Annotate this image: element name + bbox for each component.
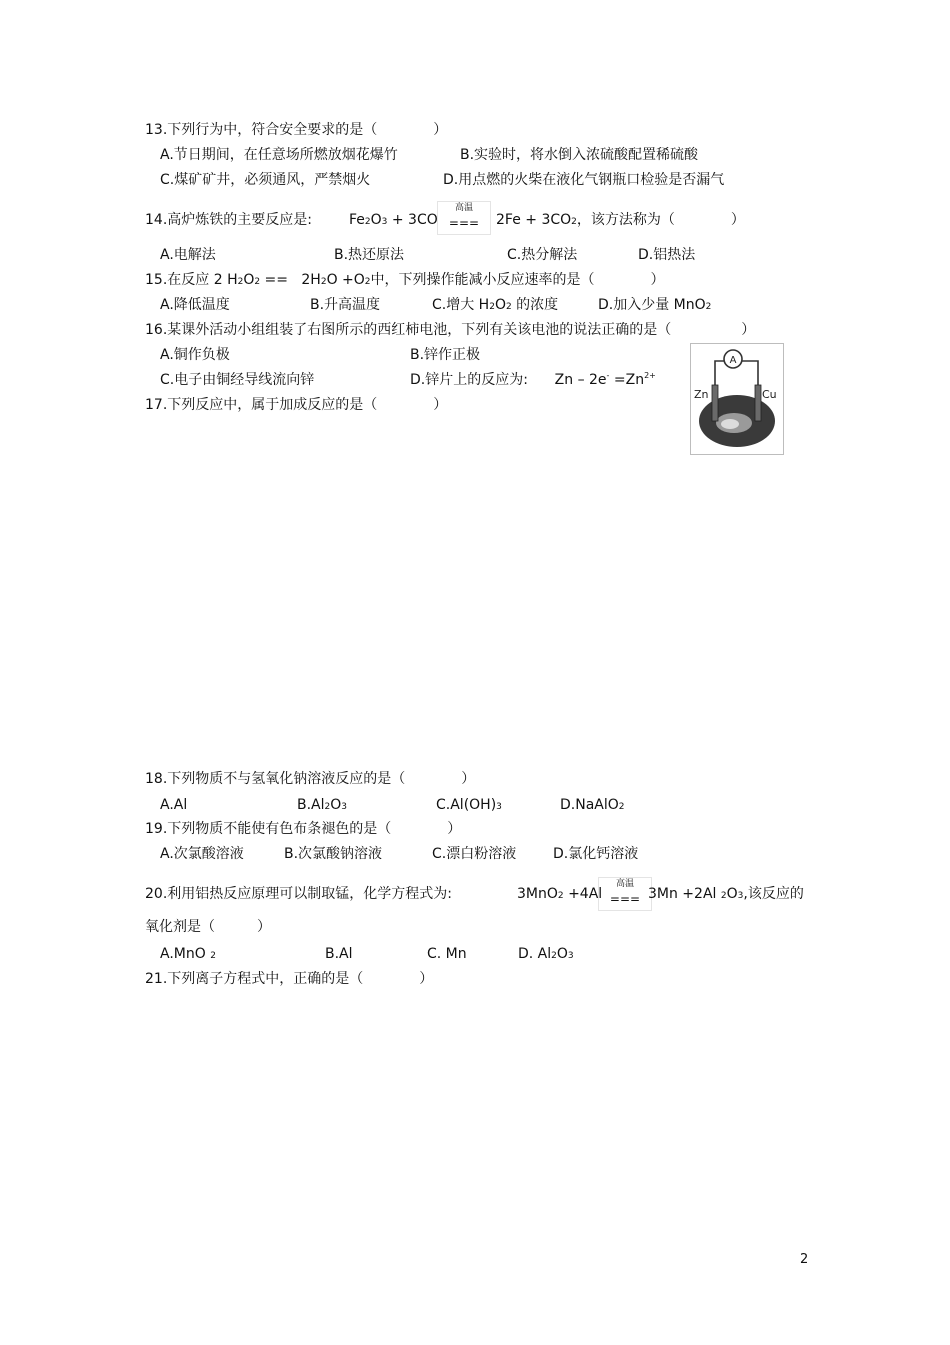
q19-option-b: B.次氯酸钠溶液 — [284, 846, 383, 862]
q18-option-a: A.Al — [160, 797, 188, 813]
q15-stem: 15.在反应 2 H2O2 == 2H2O +O2中，下列操作能减小反应速率的是（ ） — [145, 272, 665, 288]
q18-option-d: D.NaAlO2 — [560, 797, 625, 813]
q20-equals-sign: === — [609, 892, 641, 906]
zinc-label: Zn — [694, 388, 709, 401]
q19-option-d: D.氯化钙溶液 — [553, 846, 639, 862]
q13-stem: 13.下列行为中，符合安全要求的是（ ） — [145, 122, 448, 138]
q19-option-c: C.漂白粉溶液 — [432, 846, 517, 862]
q20-option-d: D. Al2O3 — [518, 946, 574, 962]
q14-condition-box — [437, 201, 491, 235]
q20-condition-label: 高温 — [615, 879, 634, 889]
q14-option-a: A.电解法 — [160, 247, 216, 263]
q16-option-c: C.电子由铜经导线流向锌 — [160, 372, 315, 388]
q21-stem: 21.下列离子方程式中，正确的是（ ） — [145, 971, 434, 987]
q20-reactants: 3MnO2 +4Al — [517, 886, 603, 902]
q20-option-c: C. Mn — [427, 946, 467, 962]
q18-option-b: B.Al2O3 — [297, 797, 348, 813]
q17-stem: 17.下列反应中，属于加成反应的是（ ） — [145, 397, 448, 413]
q15-option-b: B.升高温度 — [310, 297, 381, 313]
svg-text:A: A — [729, 355, 737, 366]
q20-option-b: B.Al — [325, 946, 353, 962]
q13-option-a: A.节日期间，在任意场所燃放烟花爆竹 — [160, 147, 398, 163]
q14-option-b: B.热还原法 — [334, 247, 405, 263]
q14-products: 2Fe + 3CO2，该方法称为（ ） — [496, 212, 745, 228]
q20-option-a: A.MnO 2 — [160, 946, 216, 962]
page-number: 2 — [800, 1252, 809, 1267]
q13-option-d: D.用点燃的火柴在液化气钢瓶口检验是否漏气 — [443, 172, 725, 188]
q20-stem-line2: 氧化剂是（ ） — [145, 919, 271, 935]
q14-option-d: D.铝热法 — [638, 247, 696, 263]
q20-condition-box — [598, 877, 652, 911]
q14-option-c: C.热分解法 — [507, 247, 578, 263]
q14-condition-label: 高温 — [454, 203, 473, 213]
tomato-battery-figure — [690, 343, 786, 455]
q16-option-b: B.锌作正极 — [410, 347, 481, 363]
q20-stem: 20.利用铝热反应原理可以制取锰，化学方程式为: — [145, 886, 452, 902]
q19-option-a: A.次氯酸溶液 — [160, 846, 244, 862]
q14-stem: 14.高炉炼铁的主要反应是: — [145, 212, 312, 228]
q14-equals-sign: === — [448, 216, 480, 230]
q16-option-d: D.锌片上的反应为: $Zn - 2e^- =Zn^{2+}$ — [410, 371, 656, 388]
q13-option-b: B.实验时，将水倒入浓硫酸配置稀硫酸 — [460, 147, 699, 163]
q15-option-c: C.增大 H2O2 的浓度 — [432, 297, 559, 313]
q14-reactants: Fe2O3 + 3CO — [349, 212, 438, 228]
q18-stem: 18.下列物质不与氢氧化钠溶液反应的是（ ） — [145, 771, 476, 787]
q19-stem: 19.下列物质不能使有色布条褪色的是（ ） — [145, 821, 462, 837]
q16-stem: 16.某课外活动小组组装了右图所示的西红柿电池，下列有关该电池的说法正确的是（ ） — [145, 322, 756, 338]
q15-option-d: D.加入少量 MnO2 — [598, 297, 712, 313]
q13-option-c: C.煤矿矿井，必须通风，严禁烟火 — [160, 172, 371, 188]
q15-option-a: A.降低温度 — [160, 297, 230, 313]
copper-label: Cu — [762, 388, 777, 401]
q20-products: 3Mn +2Al 2O3,该反应的 — [648, 886, 804, 902]
q16-option-a: A.铜作负极 — [160, 347, 230, 363]
q18-option-c: C.Al(OH)3 — [436, 797, 502, 813]
